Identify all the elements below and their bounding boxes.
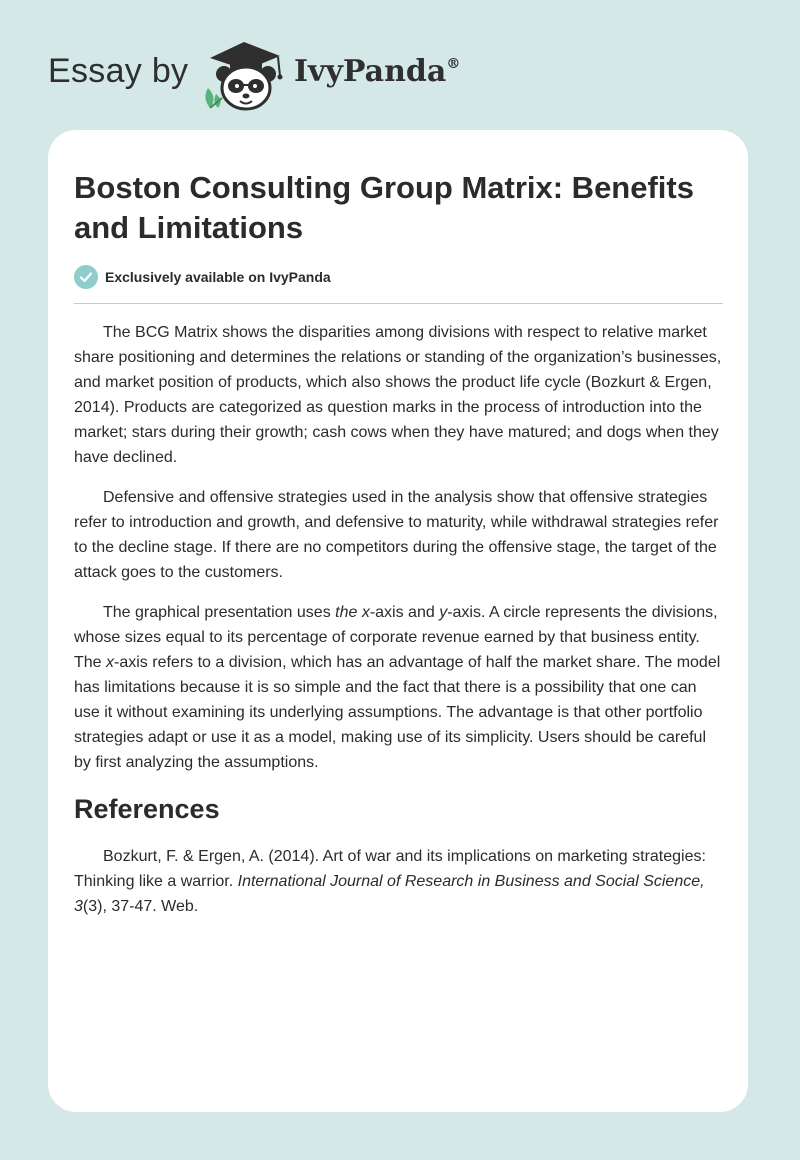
reference-text: Bozkurt, F. & Ergen, A. (2014). Art of war and its implications on marketing strategies: Thinking like a warrior. — [74, 848, 706, 890]
references-heading: References — [74, 794, 220, 824]
registered-mark: ® — [446, 56, 461, 72]
essay-card — [48, 130, 748, 1112]
paragraph-text: -axis refers to a division, which has an advantage of half the market share. The model has limitations because it is so simple and the fact that there is a possibility that one can use it without examining its underlying assumptions. The advantage is that other portfolio strategies adapt or use it as a model, making use of its simplicity. Users should be careful by first analyzing the assumptions. — [74, 654, 721, 771]
essay-body — [74, 320, 724, 934]
paragraph-text: The graphical presentation uses — [103, 604, 336, 621]
check-circle-icon — [74, 265, 98, 289]
paragraph — [74, 600, 724, 775]
paragraph-emphasis: the x — [335, 604, 370, 621]
paragraph-emphasis: x — [106, 654, 115, 671]
paragraph-text: -axis and — [369, 604, 440, 621]
badge-text: Exclusively available on IvyPanda — [105, 269, 331, 285]
brand-name[interactable] — [294, 54, 460, 89]
essay-by-label: Essay by — [48, 52, 189, 90]
reference-text: (3), 37-47. Web. — [82, 898, 199, 915]
essay-title: Boston Consulting Group Matrix: Benefits and Limitations — [74, 170, 694, 245]
paragraph-text: Defensive and offensive strategies used in the analysis show that offensive strategies refer to introduction and growth, and defensive to maturity, while withdrawal strategies refer to the decline stage. If there are no competitors during the offensive stage, the target of the attack goes to the customers. — [74, 489, 719, 581]
reference-journal: International Journal of Research in Business and Social Science, 3 — [74, 873, 705, 915]
paragraph-text: -axis. A circle represents the divisions, whose sizes equal to its percentage of corporate revenue earned by that business entity. The — [74, 604, 718, 671]
panda-logo-icon[interactable] — [200, 36, 288, 112]
exclusive-badge — [74, 264, 331, 290]
paragraph-emphasis: y — [439, 604, 448, 621]
panda-graduate-icon — [200, 36, 288, 112]
brand-name-text: IvyPanda — [294, 54, 447, 89]
paragraph — [74, 485, 724, 585]
paragraph-text: The BCG Matrix shows the disparities among divisions with respect to relative market share positioning and determines the relations or standing of the organization’s businesses, and market position of products, which also shows the product life cycle (Bozkurt & Ergen, 2014). Products are categorized as question marks in the process of introduction into the market; stars during their growth; cash cows when they have matured; and dogs when they have declined. — [74, 324, 722, 466]
reference-entry — [74, 844, 724, 919]
paragraph — [74, 320, 724, 470]
site-header — [48, 32, 548, 112]
divider — [74, 303, 723, 304]
